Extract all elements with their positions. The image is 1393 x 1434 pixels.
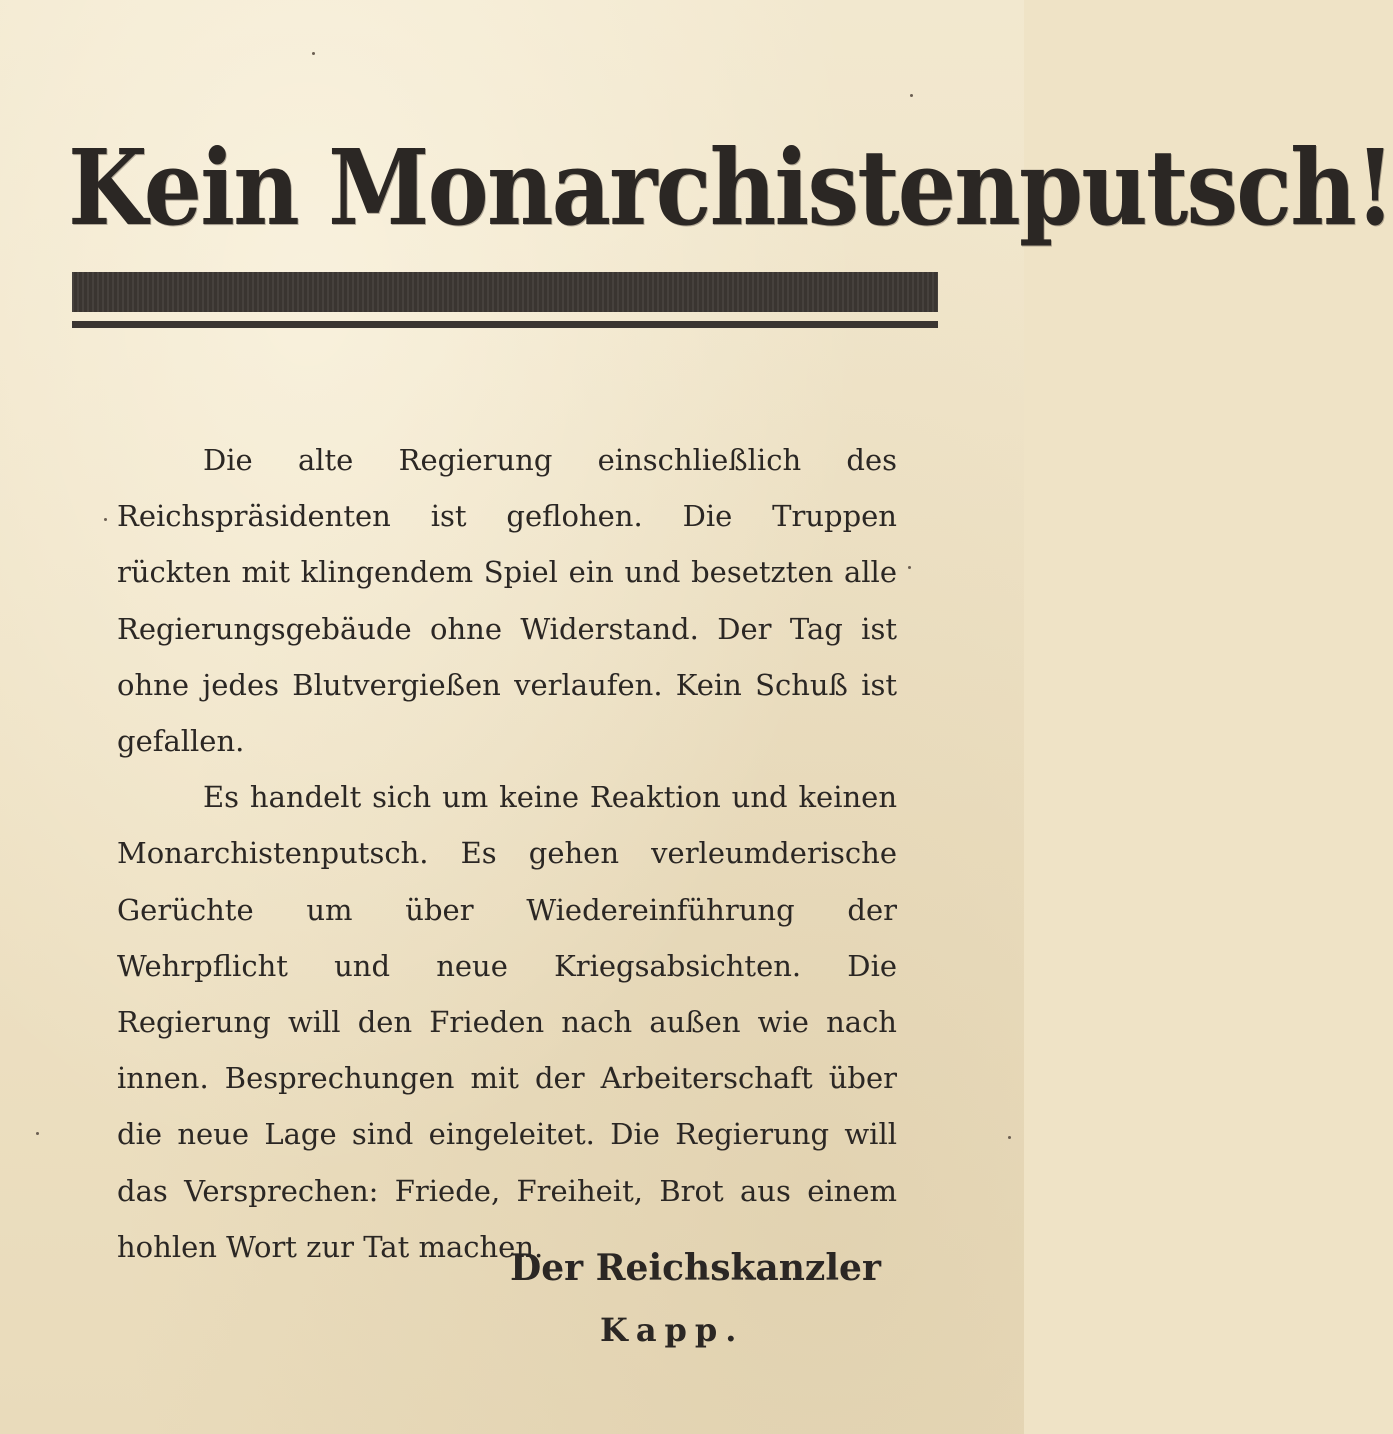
signature-title: Der Reichskanzler bbox=[510, 1247, 881, 1289]
body-paragraph-2: Es handelt sich um keine Reaktion und keinen Monarchistenputsch. Es gehen verleumderische Gerüchte um über Wiedereinführung der Wehrpflicht und neue Kriegsabsichten. Die Regierung will den Frieden nach außen wie nach innen. Besprechungen mit der Arbeiterschaft über die neue Lage sind eingeleitet. Die Regierung will das Versprechen: Friede, Freiheit, Brot aus einem hohlen Wort zur Tat machen. bbox=[117, 780, 897, 1264]
headline-thin-rule bbox=[72, 321, 938, 328]
paper-speck bbox=[104, 518, 107, 521]
paper-speck bbox=[908, 566, 911, 569]
paper-speck bbox=[910, 94, 913, 97]
headline-thick-rule bbox=[72, 272, 938, 312]
proclamation-body bbox=[117, 432, 897, 1275]
body-paragraph-1: Die alte Regierung einschließlich des Reichspräsidenten ist geflohen. Die Truppen rückten mit klingendem Spiel ein und besetzten alle Regierungsgebäude ohne Widerstand. Der Tag ist ohne jedes Blutvergießen verlaufen. Kein Schuß ist gefallen. bbox=[117, 443, 897, 759]
paper-speck bbox=[312, 52, 315, 55]
signature-name: Kapp. bbox=[600, 1311, 745, 1349]
paper-speck bbox=[1008, 1136, 1011, 1139]
paper-speck bbox=[36, 1132, 39, 1135]
poster-headline: Kein Monarchistenputsch! bbox=[68, 126, 1393, 249]
